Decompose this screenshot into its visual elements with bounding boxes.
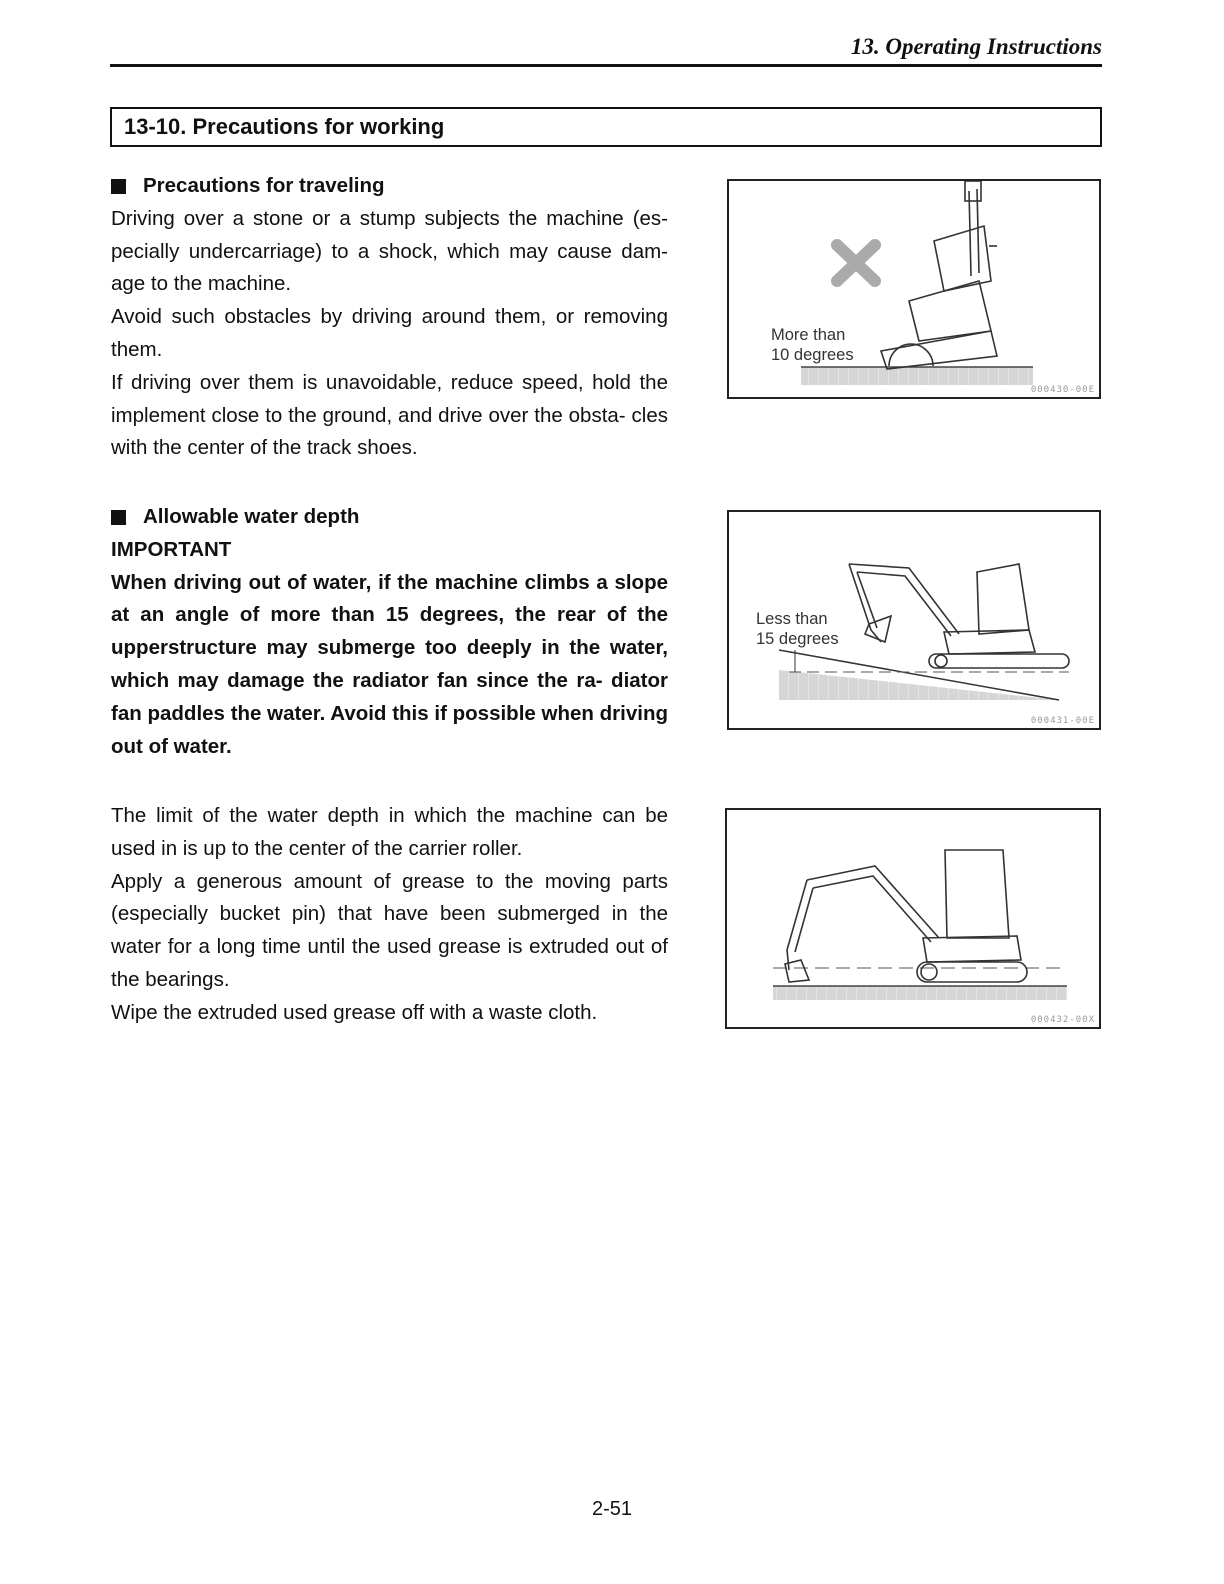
figure-obstacle-tilt [727, 179, 1101, 399]
bullet-square-icon [111, 510, 126, 525]
water-depth-heading [111, 501, 668, 534]
excavator-water-illustration [727, 810, 1099, 1027]
traveling-heading [111, 170, 668, 203]
water-limit-paragraph-2: Apply a generous amount of grease to the moving parts (especially bucket pin) that have been submerged in the water for a long time until the used grease is extruded out of the bearings. [111, 869, 668, 991]
traveling-paragraph-2: Avoid such obstacles by driving around them, or removing them. [111, 305, 668, 361]
bullet-square-icon [111, 179, 126, 194]
important-text: When driving out of water, if the machine climbs a slope at an angle of more than 15 degrees, the rear of the upperstructure may submerge too deeply in the water, which may damage the radiator fan since the ra- diator fan paddles the water. Avoid this if possible when driving out of water. [111, 570, 668, 758]
traveling-heading-text: Precautions for traveling [143, 174, 385, 197]
fig1-label-line1: More than [771, 326, 846, 344]
figure-slope-water [727, 510, 1101, 730]
water-limit-block [111, 800, 668, 1030]
page-number: 2-51 [591, 1498, 633, 1520]
water-limit-paragraph-3: Wipe the extruded used grease off with a waste cloth. [111, 1000, 598, 1024]
water-limit-paragraph-1: The limit of the water depth in which the machine can be used in is up to the center of the carrier roller. [111, 804, 668, 860]
traveling-paragraph-3: If driving over them is unavoidable, reduce speed, hold the implement close to the ground, and drive over the obsta- cles with the center of the track shoes. [111, 370, 668, 460]
traveling-block [111, 170, 668, 465]
fig1-label-line2: 10 degrees [771, 346, 854, 364]
important-label: IMPORTANT [111, 537, 232, 561]
fig2-label-line2: 15 degrees [756, 630, 839, 648]
running-header-title: 13. Operating Instructions [850, 34, 1102, 59]
fig3-code: 000432-00X [1030, 1015, 1095, 1025]
traveling-paragraph-1: Driving over a stone or a stump subjects the machine (es- pecially undercarriage) to a shock, which may cause dam- age to the machine. [111, 206, 668, 296]
figure-water-limit [725, 808, 1101, 1029]
fig2-label-line1: Less than [756, 610, 828, 628]
section-title: 13-10. Precautions for working [124, 114, 445, 139]
header-rule [110, 64, 1102, 67]
water-depth-block [111, 501, 668, 763]
fig1-code: 000430-00E [1030, 385, 1095, 395]
cross-mark-icon [837, 245, 875, 281]
water-depth-heading-text: Allowable water depth [143, 505, 360, 528]
fig2-code: 000431-00E [1030, 716, 1095, 726]
